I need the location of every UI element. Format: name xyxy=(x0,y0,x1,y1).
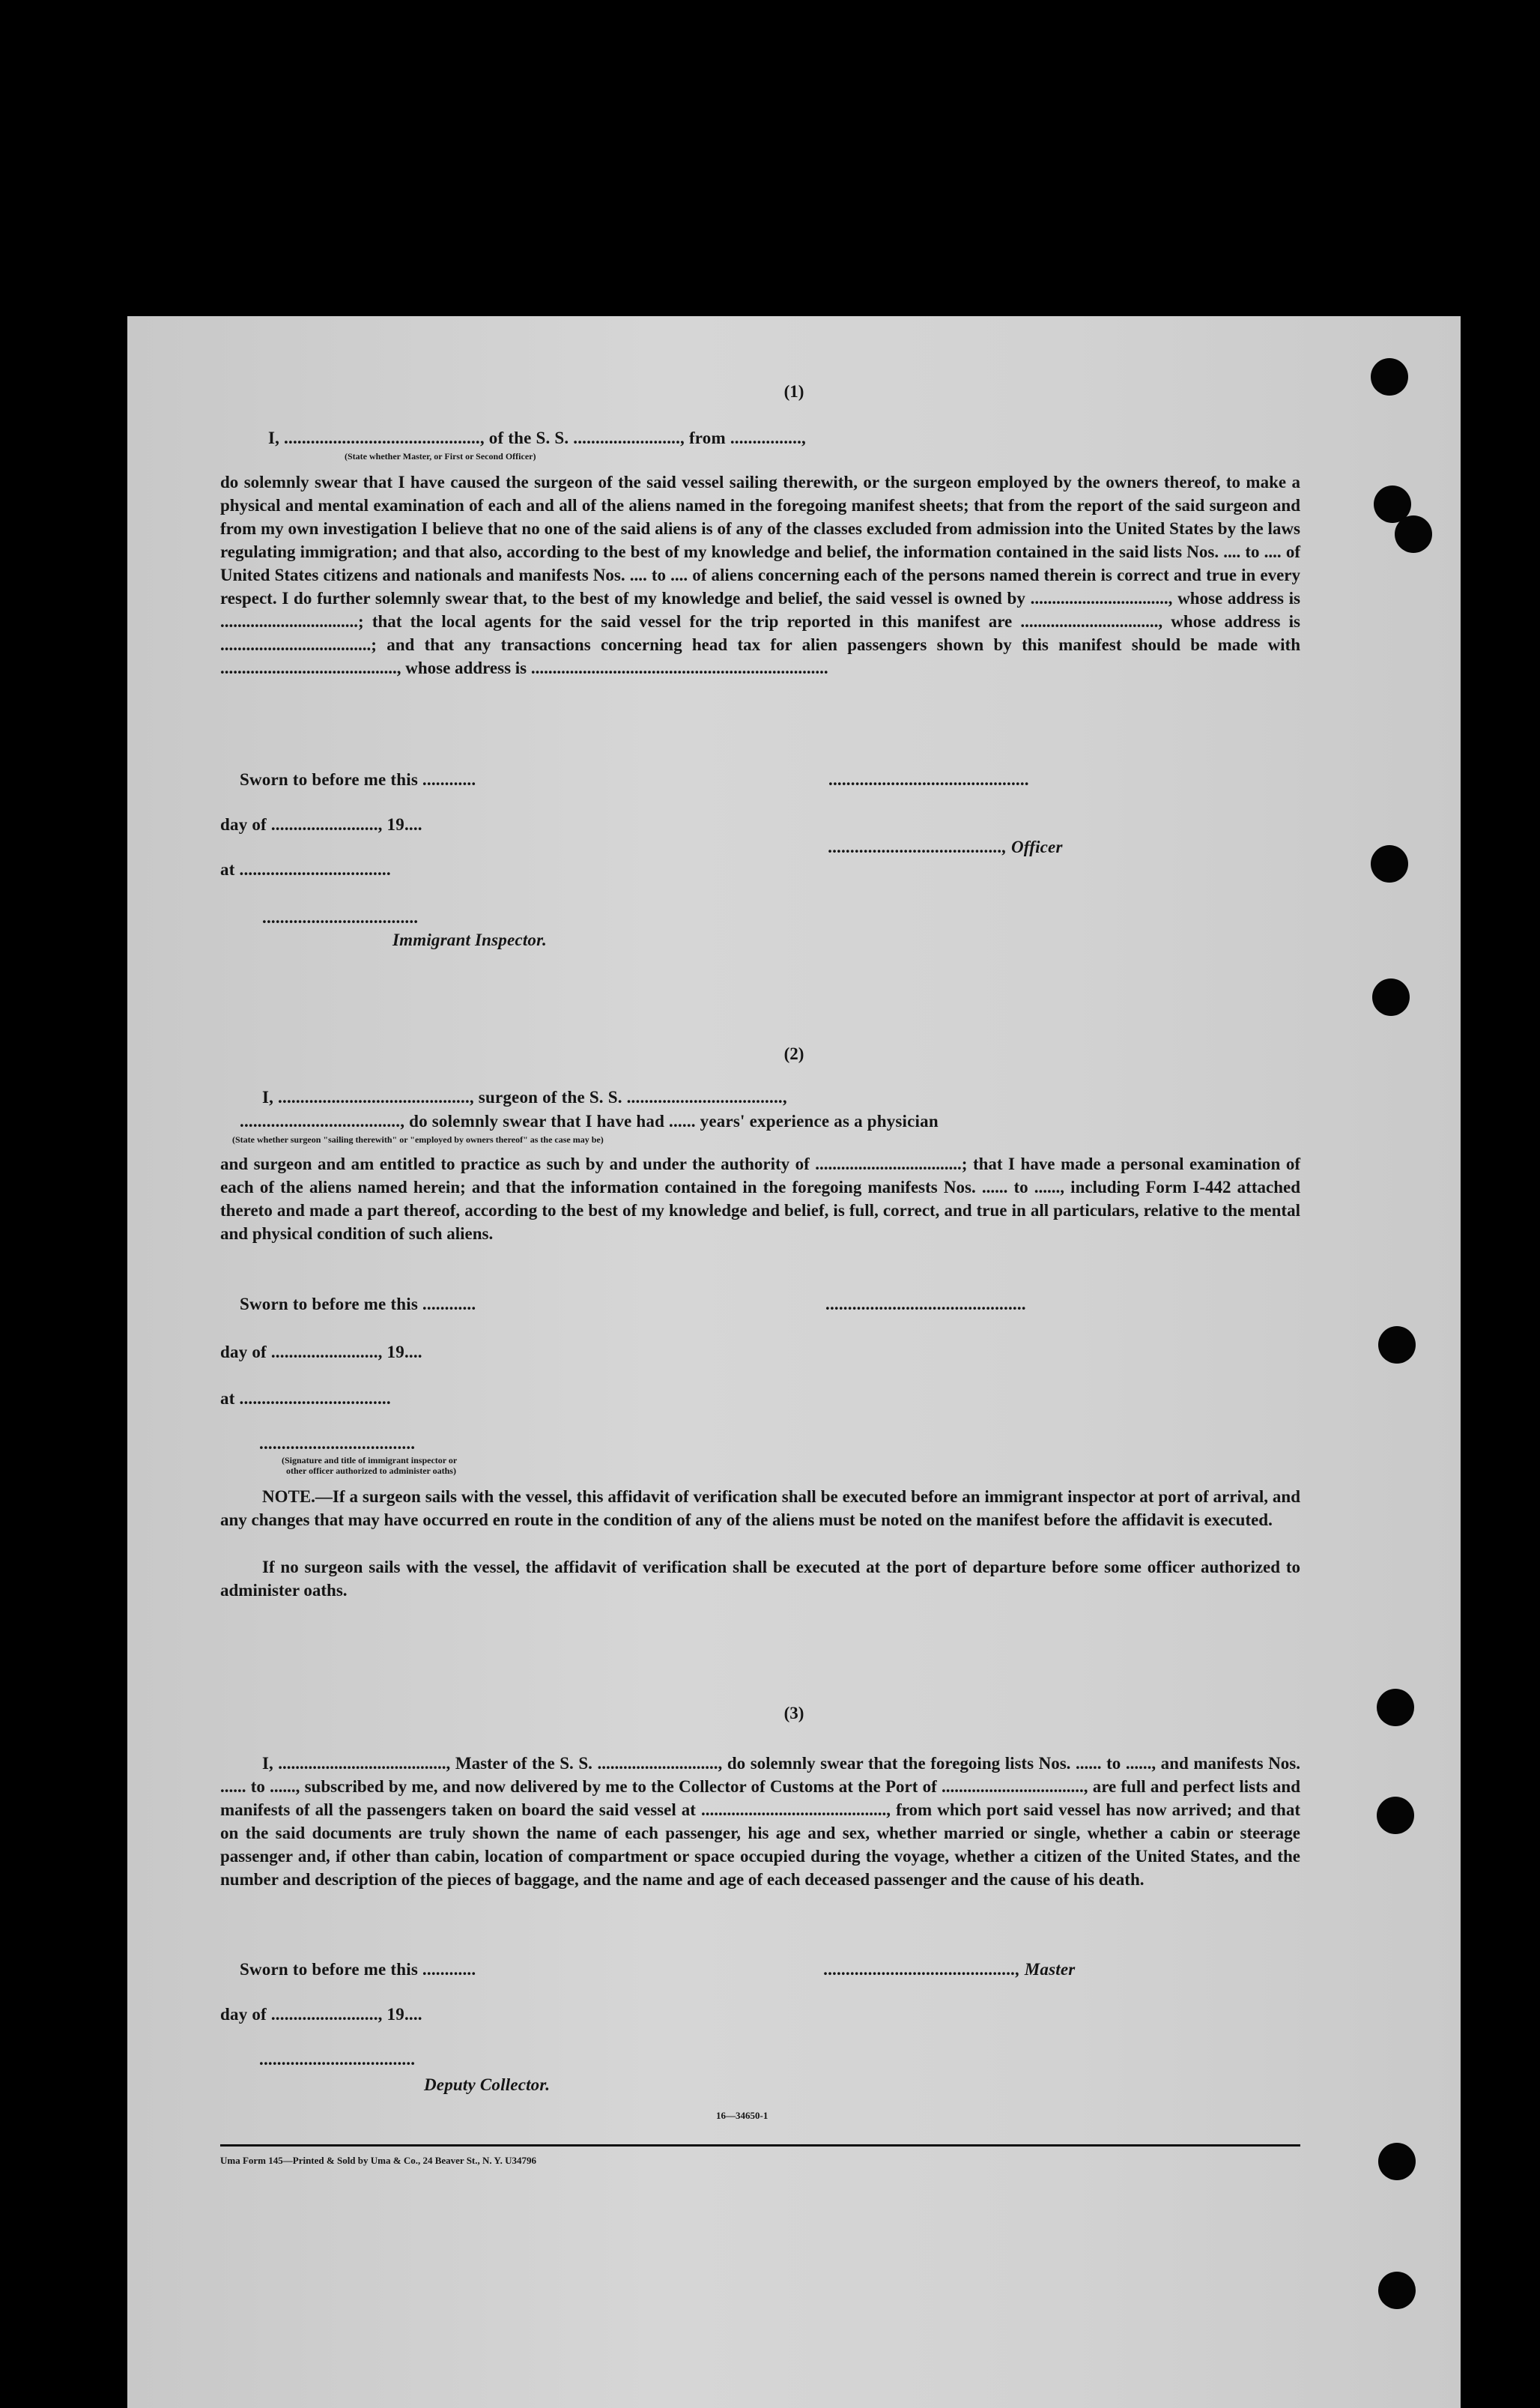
section-2-number: (2) xyxy=(783,1044,804,1063)
section-1-inspector: Immigrant Inspector. xyxy=(392,931,547,949)
footer-rule xyxy=(220,2144,1300,2147)
section-1-sworn: Sworn to before me this ............ xyxy=(240,770,476,789)
printer-imprint: Uma Form 145—Printed & Sold by Uma & Co., 24 Beaver St., N. Y. U34796 xyxy=(220,2155,536,2166)
section-3-master: ..........................................., Master xyxy=(824,1960,1076,1979)
section-3-signature-line: ................................... xyxy=(259,2050,416,2069)
section-2-line2: ...................................., do solemnly swear that I have had ...... years' experience as a physician xyxy=(240,1112,939,1131)
section-2-line1: I, ..........................................., surgeon of the S. S. ..................................., xyxy=(262,1088,787,1107)
section-1-officer-line: ............................................. xyxy=(828,770,1029,789)
section-1-at: at .................................. xyxy=(220,860,391,879)
form-code: 16—34650-1 xyxy=(716,2110,769,2121)
section-2-signature-line-right: ............................................. xyxy=(825,1295,1026,1313)
punch-hole-icon xyxy=(1378,1326,1416,1364)
section-3-body: I, ......................................., Master of the S. S. ............................, do solemnly swear that the foregoing lists Nos. ...... to ......, and manifests Nos. ...... to ......, subscribed by me, and now delivered by me to the Collector of Customs at the Port of ................................., are full and perfect lists and manifests of all the passengers taken on board the said vessel at ..........................................., from which port said vessel has now arrived; and that on the said documents are truly shown the name of each passenger, his age and sex, whether married or single, whether a cabin or steerage passenger and, if other than cabin, location of compartment or space occupied during the voyage, whether a citizen of the United States, and the number and description of the pieces of baggage, and the name and age of each deceased passenger and the cause of his death. xyxy=(220,1754,1300,1889)
punch-hole-icon xyxy=(1371,845,1408,883)
section-2-at: at .................................. xyxy=(220,1389,391,1408)
section-3-number: (3) xyxy=(783,1704,804,1722)
section-1-note: (State whether Master, or First or Second Officer) xyxy=(345,451,536,462)
section-2-signature-note-2: other officer authorized to administer oaths) xyxy=(286,1465,456,1476)
section-1-number: (1) xyxy=(783,382,804,401)
section-2-note-text: NOTE.—If a surgeon sails with the vessel, this affidavit of verification shall be executed before an immigrant inspector at port of arrival, and any changes that may have occurred en route in the condition of any of the aliens must be noted on the manifest before the affidavit is executed. xyxy=(220,1487,1300,1529)
punch-hole-icon xyxy=(1372,978,1410,1016)
punch-hole-icon xyxy=(1378,2143,1416,2180)
punch-hole-icon xyxy=(1395,515,1432,553)
section-1-signature-line: ................................... xyxy=(262,908,419,927)
section-1-body: do solemnly swear that I have caused the surgeon of the said vessel sailing therewith, or the surgeon employed by the owners thereof, to make a physical and mental examination of each and all of the aliens named in the foregoing manifest sheets; that from the report of the said surgeon and from my own investigation I believe that no one of the said aliens is of any of the classes excluded from admission into the United States by the laws regulating immigration; and that also, according to the best of my knowledge and belief, the information contained in the said lists Nos. .... to .... of United States citizens and nationals and manifests Nos. .... to .... of aliens concerning each of the persons named therein is correct and true in every respect. I do further solemnly swear that, to the best of my knowledge and belief, the said vessel is owned by ................................, whose address is ................................; that the local agents for the said vessel for the trip reported in this manifest are ................................, whose address is ...................................; and that any transactions concerning head tax for alien passengers shown by this manifest should be made with ........................................., whose address is ..................................................................... xyxy=(220,473,1300,677)
section-1-opening: I, ............................................, of the S. S. ........................, from ................, xyxy=(268,429,806,447)
section-2-body: and surgeon and am entitled to practice as such by and under the authority of ..................................; that I have made a personal examination of each of the aliens named herein; and that the information contained in the foregoing manifests Nos. ...... to ......, including Form I-442 attached thereto and made a part thereof, according to the best of my knowledge and belief, is full, correct, and true in all particulars, relative to the mental and physical condition of such aliens. xyxy=(220,1155,1300,1243)
section-2-sworn: Sworn to before me this ............ xyxy=(240,1295,476,1313)
section-2-signature-note-1: (Signature and title of immigrant inspector or xyxy=(282,1455,458,1465)
section-2-note: (State whether surgeon "sailing therewith" or "employed by owners thereof" as the case may be) xyxy=(232,1134,604,1145)
punch-hole-icon xyxy=(1378,2272,1416,2309)
section-2-signature-line: ................................... xyxy=(259,1434,416,1453)
document-page xyxy=(127,316,1461,2408)
section-1-day: day of ........................, 19.... xyxy=(220,815,422,834)
section-1-officer: ......................................., Officer xyxy=(828,838,1063,856)
section-3-collector: Deputy Collector. xyxy=(424,2075,551,2094)
section-3-day: day of ........................, 19.... xyxy=(220,2005,422,2024)
section-2-note-text-2: If no surgeon sails with the vessel, the affidavit of verification shall be executed at the port of departure before some officer authorized to administer oaths. xyxy=(220,1558,1300,1600)
punch-hole-icon xyxy=(1377,1797,1414,1834)
section-3-sworn: Sworn to before me this ............ xyxy=(240,1960,476,1979)
section-2-day: day of ........................, 19.... xyxy=(220,1343,422,1361)
